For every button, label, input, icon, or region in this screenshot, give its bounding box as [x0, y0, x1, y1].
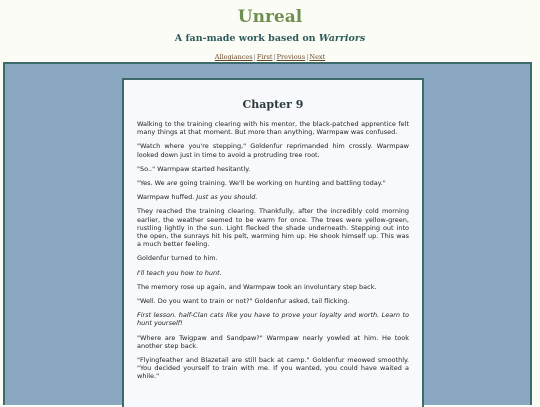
nav-separator: |: [306, 53, 309, 61]
chapter-paragraph-thought: I'll teach you how to hunt.: [137, 268, 222, 277]
chapter-paragraph: They reached the training clearing. Thankfully, after the incredibly cold morning earlier, the weather seemed to be warm for once. The trees were yellow-green, rustling lightly in the sun. Light flecked the shade underneath. Stepping out into the open, the sunrays hit his pelt, warming him up. He shook himself up. This was a much better feeling.: [137, 207, 409, 249]
chapter-paragraph: "So.." Warmpaw started hesitantly.: [137, 164, 251, 173]
nav-link-previous[interactable]: Previous: [276, 53, 306, 61]
nav-separator: |: [273, 53, 276, 61]
chapter-paragraph: Walking to the training clearing with his mentor, the black-patched apprentice felt many things at that moment. But more than anything, Warmpaw was confused.: [137, 120, 409, 137]
paragraph-text: Warmpaw huffed.: [137, 193, 197, 202]
nav-link-first[interactable]: First: [256, 53, 273, 61]
chapter-paragraph-thought: First lesson. half-Clan cats like you have to prove your loyalty and worth. Learn to hunt yourself!: [137, 311, 409, 328]
paragraph-emphasis: Just as you should.: [196, 193, 258, 202]
chapter-paragraph: [137, 193, 409, 201]
chapter-paragraph: "Flyingfeather and Blazetail are still back at camp." Goldenfur meowed smoothly. "You decided yourself to train with me. If you wanted, you could have waited a while.": [137, 356, 409, 381]
chapter-title: Chapter 9: [242, 98, 304, 111]
paragraph-text: "Yes. We: [137, 179, 167, 188]
content-frame: [3, 62, 532, 405]
site-header: [0, 0, 540, 62]
chapter-paragraph: [137, 179, 409, 187]
site-subtitle: [0, 33, 540, 45]
chapter-paragraph: "Where are Twigpaw and Sandpaw?" Warmpaw nearly yowled at him. He took another step back.: [137, 333, 409, 350]
nav-link-next[interactable]: Next: [309, 53, 326, 61]
chapter-paragraph: The memory rose up again, and Warmpaw took an involuntary step back.: [137, 282, 377, 291]
paragraph-text: going training. We'll be working on hunting and battling today.": [177, 179, 386, 188]
subtitle-work-title: Warriors: [318, 33, 366, 44]
nav-link-allegiances[interactable]: Allegiances: [214, 53, 253, 61]
subtitle-prefix: A fan-made work based on: [174, 33, 319, 44]
chapter-page[interactable]: [122, 78, 424, 407]
paragraph-emphasis: are: [166, 179, 178, 188]
chapter-paragraph: "Well. Do you want to train or not?" Goldenfur asked, tail flicking.: [137, 297, 350, 306]
chapter-paragraph: Goldenfur turned to him.: [137, 254, 218, 263]
chapter-paragraph: "Watch where you're stepping," Goldenfur reprimanded him crossly. Warmpaw looked down just in time to avoid a protruding tree root.: [137, 142, 409, 159]
nav-separator: |: [253, 53, 256, 61]
chapter-nav: [0, 53, 540, 62]
site-title: Unreal: [237, 7, 303, 27]
